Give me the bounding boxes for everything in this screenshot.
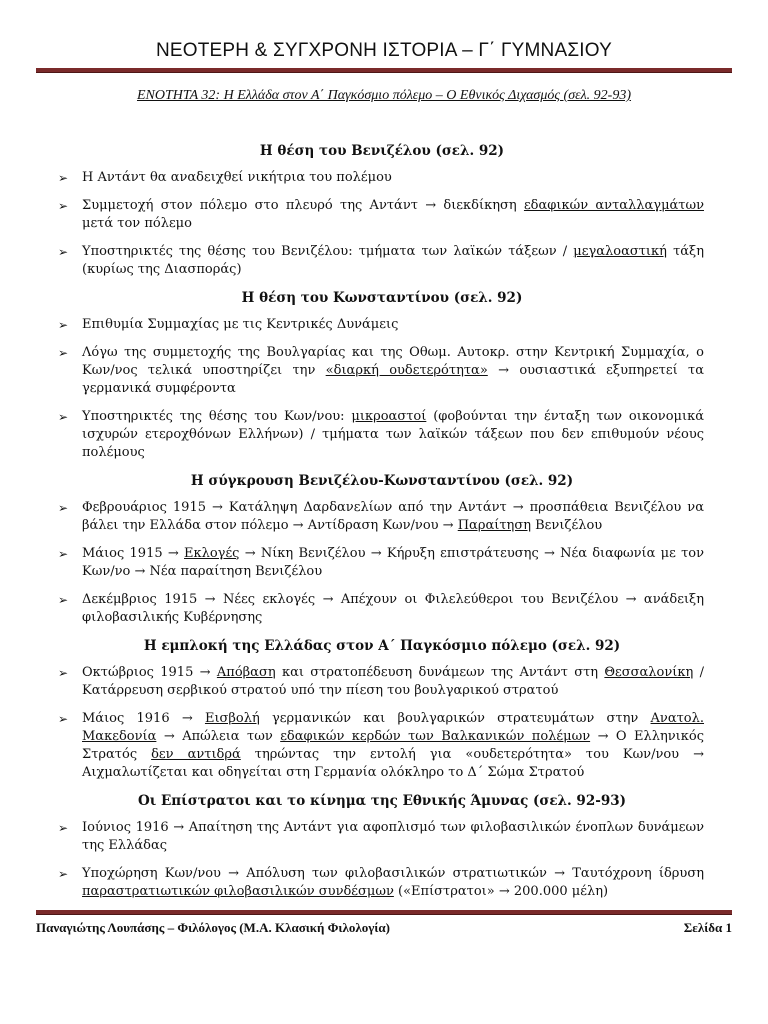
section-heading: Η σύγκρουση Βενιζέλου-Κωνσταντίνου (σελ. 92) <box>190 473 574 489</box>
bullet-item <box>60 710 704 782</box>
item-text: Μάιος 1915 → <box>82 546 184 561</box>
footer-rule <box>36 910 732 915</box>
bullet-item <box>60 664 704 700</box>
bullet-item <box>60 819 704 855</box>
bullet-item <box>60 545 704 581</box>
item-text: Λόγω της συμμετοχής της Βουλγαρίας και της Οθωμ. Αυτοκρ. στην Κεντρική Συμμαχία, ο Κων/νος τελικά υποστηρίζει την <box>82 345 704 378</box>
item-text: μετά τον πόλεμο <box>82 216 192 231</box>
arrow-bullet-icon: ➢ <box>58 199 69 213</box>
item-text: Μάιος 1916 → <box>82 711 205 726</box>
item-text: Επιθυμία Συμμαχίας με τις Κεντρικές Δυνάμεις <box>82 317 399 332</box>
item-text: Υποχώρηση Κων/νου → Απόλυση των φιλοβασιλικών στρατιωτικών → Ταυτόχρονη ίδρυση <box>82 866 704 881</box>
item-text: (φοβούνται την ένταξη των οικονομικά ισχυρών ετεροχθόνων Ελλήνων) / τμήματα των λαϊκών τάξεων που δεν επιθυμούν νέους πολέμους <box>82 409 704 460</box>
underlined-term: Παραίτηση <box>457 518 531 533</box>
header-rule <box>36 68 732 73</box>
item-text: Υποστηρικτές της θέσης του Κων/νου: <box>82 409 352 424</box>
item-text: Ιούνιος 1916 → Απαίτηση της Αντάντ για αφοπλισμό των φιλοβασιλικών ένοπλων δυνάμεων της Ελλάδας <box>82 820 704 853</box>
underlined-term: μικροαστοί <box>351 409 427 424</box>
arrow-bullet-icon: ➢ <box>58 171 69 185</box>
footer-author: Παναγιώτης Λουπάσης – Φιλόλογος (Μ.Α. Κλασική Φιλολογία) <box>36 920 390 935</box>
section-heading: Η θέση του Κωνσταντίνου (σελ. 92) <box>241 290 523 306</box>
arrow-bullet-icon: ➢ <box>58 547 69 561</box>
underlined-term: Εισβολή <box>204 711 260 726</box>
arrow-bullet-icon: ➢ <box>58 410 69 424</box>
item-text: → Νίκη Βενιζέλου → Κήρυξη επιστράτευσης → Νέα διαφωνία με τον Κων/νο → Νέα παραίτηση Βενιζέλου <box>82 546 705 579</box>
item-text: → ουσιαστικά εξυπηρετεί τα γερμανικά συμφέροντα <box>82 363 704 396</box>
bullet-item <box>60 243 704 279</box>
underlined-term: Θεσσαλονίκη <box>604 665 694 680</box>
bullet-item <box>60 344 704 398</box>
document-body <box>60 142 704 911</box>
section-heading: Οι Επίστρατοι και το κίνημα της Εθνικής Άμυνας (σελ. 92-93) <box>138 793 626 809</box>
arrow-bullet-icon: ➢ <box>58 666 69 680</box>
underlined-term: Εκλογές <box>184 546 240 561</box>
bullet-item <box>60 316 704 334</box>
item-text: Οκτώβριος 1915 → <box>82 665 217 680</box>
bullet-item <box>60 169 704 187</box>
section-heading: Η θέση του Βενιζέλου (σελ. 92) <box>259 143 505 159</box>
item-text: → Ο Ελληνικός Στρατός <box>82 729 705 762</box>
underlined-term: παραστρατιωτικών φιλοβασιλικών συνδέσμων <box>82 884 394 899</box>
arrow-bullet-icon: ➢ <box>58 593 69 607</box>
arrow-bullet-icon: ➢ <box>58 501 69 515</box>
arrow-bullet-icon: ➢ <box>58 245 69 259</box>
bullet-item <box>60 865 704 901</box>
item-text: Βενιζέλου <box>531 518 603 533</box>
underlined-term: Ανατολ. Μακεδονία <box>82 711 705 744</box>
page-title: ΝΕΟΤΕΡΗ & ΣΥΓΧΡΟΝΗ ΙΣΤΟΡΙΑ – Γ΄ ΓΥΜΝΑΣΙΟΥ <box>155 40 613 61</box>
bullet-item <box>60 499 704 535</box>
arrow-bullet-icon: ➢ <box>58 821 69 835</box>
underlined-term: δεν αντιδρά <box>151 747 241 762</box>
item-text: Συμμετοχή στον πόλεμο στο πλευρό της Αντάντ → διεκδίκηση <box>82 198 524 213</box>
underlined-term: εδαφικών κερδών των Βαλκανικών πολέμων <box>280 729 591 744</box>
item-text: τηρώντας την εντολή για «ουδετερότητα» του Κων/νου → Αιχμαλωτίζεται και οδηγείται στη Γερμανία ολόκληρο το Δ΄ Σώμα Στρατού <box>82 747 704 780</box>
item-text: («Επίστρατοι» → 200.000 μέλη) <box>393 884 609 899</box>
underlined-term: «διαρκή ουδετερότητα» <box>325 363 488 378</box>
arrow-bullet-icon: ➢ <box>58 867 69 881</box>
item-text: → Απώλεια των <box>156 729 281 744</box>
bullet-item <box>60 197 704 233</box>
item-text: Δεκέμβριος 1915 → Νέες εκλογές → Απέχουν οι Φιλελεύθεροι του Βενιζέλου → ανάδειξη φιλοβασιλικής Κυβέρνησης <box>82 592 704 625</box>
item-text: τάξη (κυρίως της Διασποράς) <box>82 244 704 277</box>
bullet-item <box>60 408 704 462</box>
underlined-term: εδαφικών ανταλλαγμάτων <box>523 198 704 213</box>
arrow-bullet-icon: ➢ <box>58 318 69 332</box>
item-text: γερμανικών και βουλγαρικών στρατευμάτων στην <box>259 711 651 726</box>
item-text: και στρατοπέδευση δυνάμεων της Αντάντ στη <box>275 665 605 680</box>
underlined-term: μεγαλοαστική <box>573 244 667 259</box>
bullet-item <box>60 591 704 627</box>
item-text: Η Αντάντ θα αναδειχθεί νικήτρια του πολέμου <box>82 170 392 185</box>
underlined-term: Απόβαση <box>216 665 276 680</box>
footer-page-number: Σελίδα 1 <box>683 920 732 935</box>
item-text: Φεβρουάριος 1915 → Κατάληψη Δαρδανελίων από την Αντάντ → προσπάθεια Βενιζέλου να βάλει την Ελλάδα στον πόλεμο → Αντίδραση Κων/νου → <box>82 500 704 533</box>
section-heading: Η εμπλοκή της Ελλάδας στον Α΄ Παγκόσμιο πόλεμο (σελ. 92) <box>143 638 621 654</box>
item-text: / Κατάρρευση σερβικού στρατού υπό την πίεση του βουλγαρικού στρατού <box>82 665 705 698</box>
arrow-bullet-icon: ➢ <box>58 346 69 360</box>
item-text: Υποστηρικτές της θέσης του Βενιζέλου: τμήματα των λαϊκών τάξεων / <box>82 244 574 259</box>
arrow-bullet-icon: ➢ <box>58 712 69 726</box>
unit-subtitle: ΕΝΟΤΗΤΑ 32: Η Ελλάδα στον Α΄ Παγκόσμιο πόλεμο – Ο Εθνικός Διχασμός (σελ. 92-93) <box>136 88 632 103</box>
